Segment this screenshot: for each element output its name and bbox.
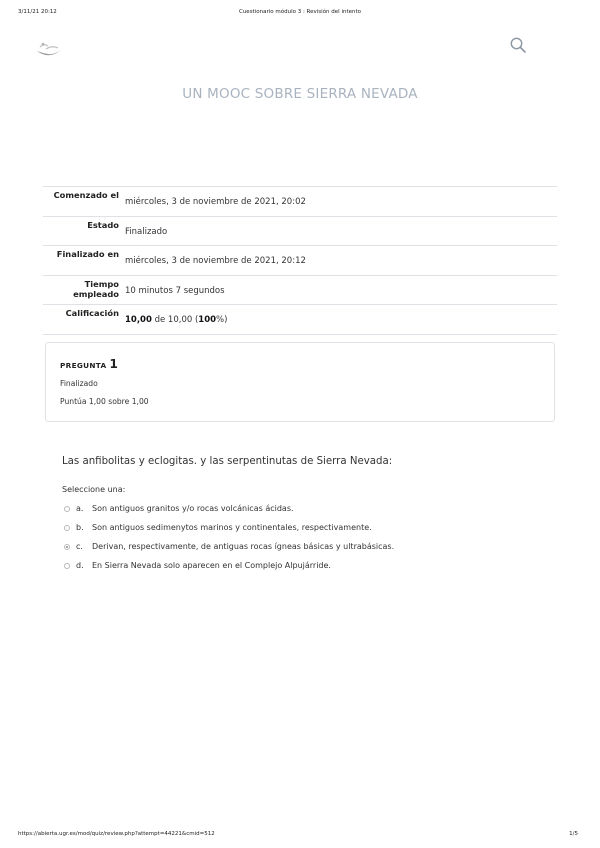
answer-letter: d.	[76, 561, 84, 570]
answer-letter: c.	[76, 542, 83, 551]
question-state: Finalizado	[60, 379, 98, 388]
answer-text: En Sierra Nevada solo aparecen en el Complejo Alpujárride.	[92, 561, 331, 570]
radio-d[interactable]	[64, 563, 70, 569]
summary-row-finished	[43, 246, 557, 276]
summary-row-grade	[43, 305, 557, 335]
print-document-title: Cuestionario módulo 3 : Revisión del intento	[238, 9, 362, 15]
time-label: Tiempo empleado	[73, 278, 119, 299]
finished-label: Finalizado en	[56, 249, 119, 259]
search-button[interactable]	[509, 36, 527, 54]
summary-row-state	[43, 216, 557, 246]
question-label: PREGUNTA	[60, 361, 107, 370]
grade-score: 10,00	[125, 315, 152, 325]
summary-row-started	[43, 187, 557, 217]
answer-text: Son antiguos sedimenytos marinos y continentales, respectivamente.	[92, 523, 372, 532]
answer-prompt: Seleccione una:	[62, 485, 126, 494]
finished-value: miércoles, 3 de noviembre de 2021, 20:12	[125, 256, 306, 266]
print-header	[0, 9, 600, 21]
answer-option-c[interactable]	[64, 537, 544, 556]
grade-percent: 100	[198, 315, 217, 325]
answer-text: Son antiguos granitos y/o rocas volcánicas ácidas.	[92, 504, 294, 513]
state-label: Estado	[87, 219, 119, 230]
print-footer	[0, 831, 600, 843]
radio-c[interactable]	[64, 544, 70, 550]
grade-value	[125, 305, 557, 335]
summary-row-time	[43, 275, 557, 305]
answer-text: Derivan, respectivamente, de antiguas rocas ígneas básicas y ultrabásicas.	[92, 542, 395, 551]
started-label: Comenzado el	[53, 190, 119, 200]
answer-option-d[interactable]	[64, 556, 544, 575]
grade-close: %)	[216, 315, 228, 325]
print-page-number: 1/5	[569, 831, 578, 837]
answer-letter: b.	[76, 523, 84, 532]
course-title[interactable]: UN MOOC SOBRE SIERRA NEVADA	[182, 86, 418, 102]
question-points: Puntúa 1,00 sobre 1,00	[60, 397, 149, 406]
answer-list	[64, 499, 544, 575]
search-icon	[509, 36, 527, 54]
time-value: 10 minutos 7 segundos	[125, 285, 225, 296]
grade-label: Calificación	[65, 308, 119, 318]
answer-letter: a.	[76, 504, 84, 513]
question-number-value: 1	[109, 357, 119, 371]
started-value: miércoles, 3 de noviembre de 2021, 20:02	[125, 197, 306, 207]
radio-b[interactable]	[64, 525, 70, 531]
ugr-abierta-logo-icon[interactable]	[34, 38, 64, 58]
attempt-summary-table	[43, 186, 557, 335]
question-info-box	[45, 342, 555, 422]
state-value: Finalizado	[125, 226, 168, 237]
question-text: Las anfibolitas y eclogitas. y las serpentinutas de Sierra Nevada:	[62, 456, 393, 467]
answer-option-b[interactable]	[64, 518, 544, 537]
grade-of: de 10,00 (	[154, 315, 199, 325]
print-date: 3/11/21 20:12	[18, 9, 57, 15]
radio-a[interactable]	[64, 506, 70, 512]
question-number	[60, 357, 540, 371]
print-url: https://abierta.ugr.es/mod/quiz/review.php?attempt=44221&cmid=512	[18, 831, 215, 837]
answer-option-a[interactable]	[64, 499, 544, 518]
